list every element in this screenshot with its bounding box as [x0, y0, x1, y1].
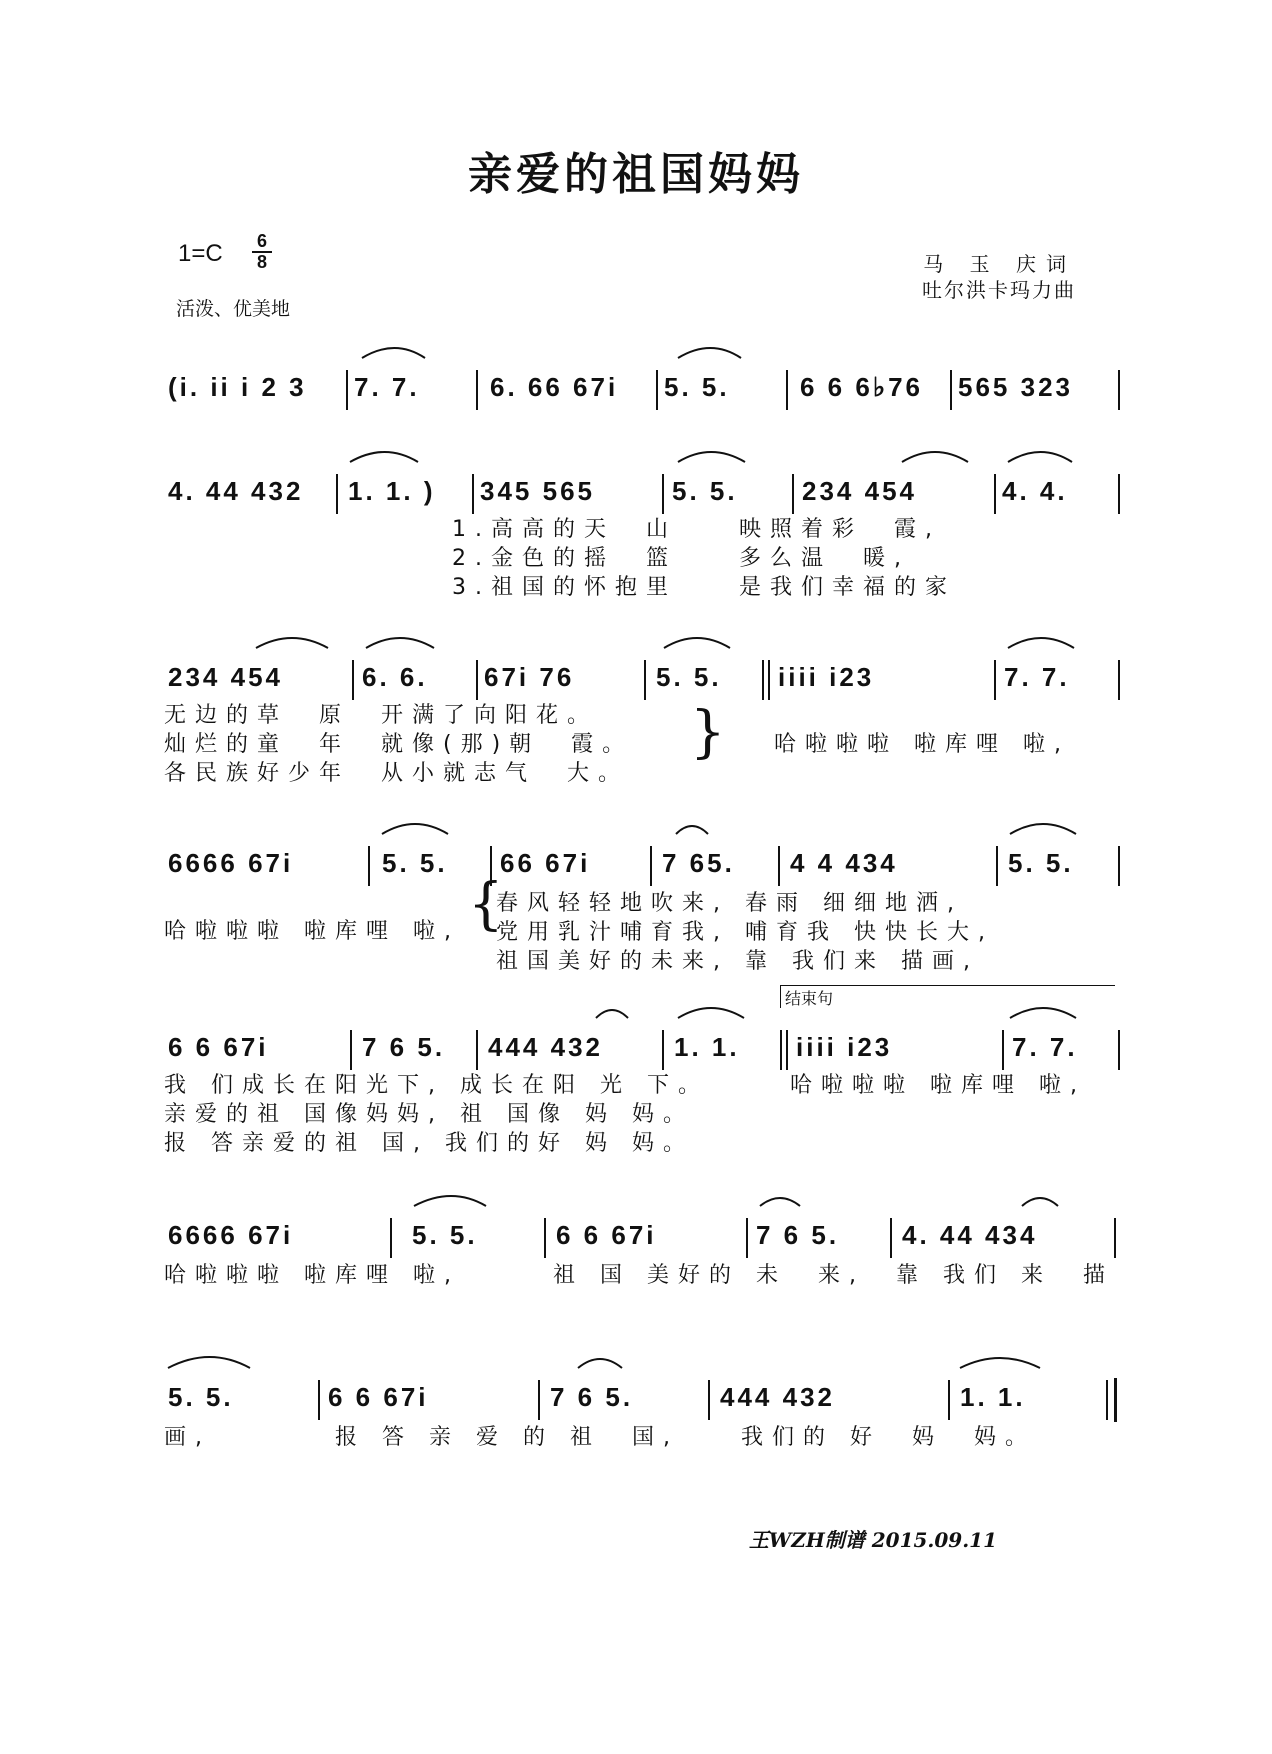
tempo-marking: 活泼、优美地 [176, 298, 291, 320]
measure: 5. 5. [664, 372, 730, 402]
meter-denominator: 8 [256, 252, 267, 272]
lyric-verse-1: 1.高高的天 山 映照着彩 霞, [452, 517, 941, 542]
verse-brace: { [468, 872, 504, 937]
lyric-verse-1: 无边的草 原 开满了向阳花。 [164, 703, 599, 728]
slur [678, 348, 741, 358]
slur [366, 638, 434, 648]
composer-credit: 吐尔洪卡玛力曲 [922, 278, 1076, 302]
meter-numerator: 6 [252, 232, 272, 253]
measure: 6. 66 67i [490, 372, 619, 402]
lyric-refrain: 哈啦啦啦 啦库哩 啦, [164, 919, 460, 944]
measure: 565 323 [958, 372, 1073, 402]
slur [960, 1358, 1040, 1368]
ending-label: 结束句 [785, 989, 834, 1008]
lyric-verse-3: 3.祖国的怀抱里 是我们幸福的家 [452, 575, 956, 600]
measure: 66 67i [500, 848, 591, 878]
verse-brace: } [690, 700, 726, 765]
lyric-line: 哈啦啦啦 啦库哩 啦, 祖 国 美好的 未 来, 靠 我们 来 描 [164, 1263, 1114, 1288]
slur [1008, 452, 1072, 462]
lyric-verse-2: 2.金色的摇 篮 多么温 暖, [452, 546, 910, 571]
lyric-line: 画, 报 答 亲 爱 的 祖 国, 我们的 好 妈 妈。 [164, 1425, 1036, 1450]
measure: 67i 76 [484, 662, 575, 692]
slur [256, 638, 328, 648]
slur [1022, 1198, 1058, 1206]
slur [382, 824, 448, 834]
measure: 7. 7. [354, 372, 420, 402]
slur [362, 348, 425, 358]
lyric-verse-2: 党用乳汁哺育我, 哺育我 快快长大, [496, 920, 994, 945]
lyricist-credit: 马 玉 庆词 [923, 252, 1076, 276]
transcriber-credit: 王WZH制谱 2015.09.11 [748, 1528, 997, 1552]
measure: 7 6 5. [362, 1032, 446, 1062]
slur [350, 452, 418, 462]
measure: 234 454 [168, 662, 283, 692]
measure: 5. 5. [168, 1382, 234, 1412]
measure: 5. 5. [1008, 848, 1074, 878]
slur [578, 1359, 622, 1368]
measure: 4. 44 434 [902, 1220, 1038, 1250]
measure: 6666 67i [168, 1220, 294, 1250]
slur [596, 1010, 628, 1018]
slur [678, 452, 745, 462]
measure: 1. 1. ) [348, 476, 436, 506]
lyric-verse-2: 灿烂的童 年 就像(那)朝 霞。 [164, 732, 634, 757]
measure: 1. 1. [674, 1032, 740, 1062]
slur [1010, 824, 1076, 834]
measure: 5. 5. [412, 1220, 478, 1250]
slur [678, 1008, 744, 1018]
measure: 6 6 67i [168, 1032, 269, 1062]
measure: 234 454 [802, 476, 917, 506]
measure: iiii i23 [778, 662, 875, 692]
lyric-verse-3: 祖国美好的未来, 靠 我们来 描画, [496, 949, 979, 974]
slur [760, 1198, 800, 1206]
lyric-verse-2: 亲爱的祖 国像妈妈, 祖 国像 妈 妈。 [164, 1102, 694, 1127]
measure: 444 432 [720, 1382, 835, 1412]
slur [676, 826, 708, 834]
lyric-verse-1: 我 们成长在阳光下, 成长在阳 光 下。 [164, 1073, 709, 1098]
lyric-verse-3: 报 答亲爱的祖 国, 我们的好 妈 妈。 [164, 1131, 694, 1156]
slur [664, 638, 730, 648]
lyric-refrain: 哈啦啦啦 啦库哩 啦, [790, 1073, 1086, 1098]
slurs [168, 348, 1076, 1368]
page-title: 亲爱的祖国妈妈 [468, 149, 804, 200]
lyric-refrain: 哈啦啦啦 啦库哩 啦, [774, 732, 1070, 757]
measure: 5. 5. [382, 848, 448, 878]
slur [414, 1196, 486, 1206]
key-signature: 1=C [178, 240, 223, 267]
measure: iiii i23 [796, 1032, 893, 1062]
slur [1008, 638, 1074, 648]
measure: 7 6 5. [756, 1220, 840, 1250]
lyric-verse-1: 春风轻轻地吹来, 春雨 细细地洒, [496, 891, 963, 916]
measure: 6. 6. [362, 662, 428, 692]
measure: 7. 7. [1012, 1032, 1078, 1062]
slur [1010, 1008, 1076, 1018]
measure: 4. 4. [1002, 476, 1068, 506]
measure: 7. 7. [1004, 662, 1070, 692]
measure: 6 6 67i [556, 1220, 657, 1250]
measure: 6 6 6♭76 [800, 372, 924, 402]
measure: 1. 1. [960, 1382, 1026, 1412]
measure: 6666 67i [168, 848, 294, 878]
measure: 4. 44 432 [168, 476, 304, 506]
measure: 5. 5. [672, 476, 738, 506]
measure: 444 432 [488, 1032, 603, 1062]
measure: 5. 5. [656, 662, 722, 692]
slur [902, 452, 968, 462]
measure: 7 6 5. [550, 1382, 634, 1412]
measure: 7 65. [662, 848, 735, 878]
measure: 4 4 434 [790, 848, 898, 878]
measure: 6 6 67i [328, 1382, 429, 1412]
lyric-verse-3: 各民族好少年 从小就志气 大。 [164, 761, 630, 786]
measure: (i. ii i 2 3 [168, 372, 307, 402]
slur [168, 1357, 250, 1368]
measure: 345 565 [480, 476, 595, 506]
